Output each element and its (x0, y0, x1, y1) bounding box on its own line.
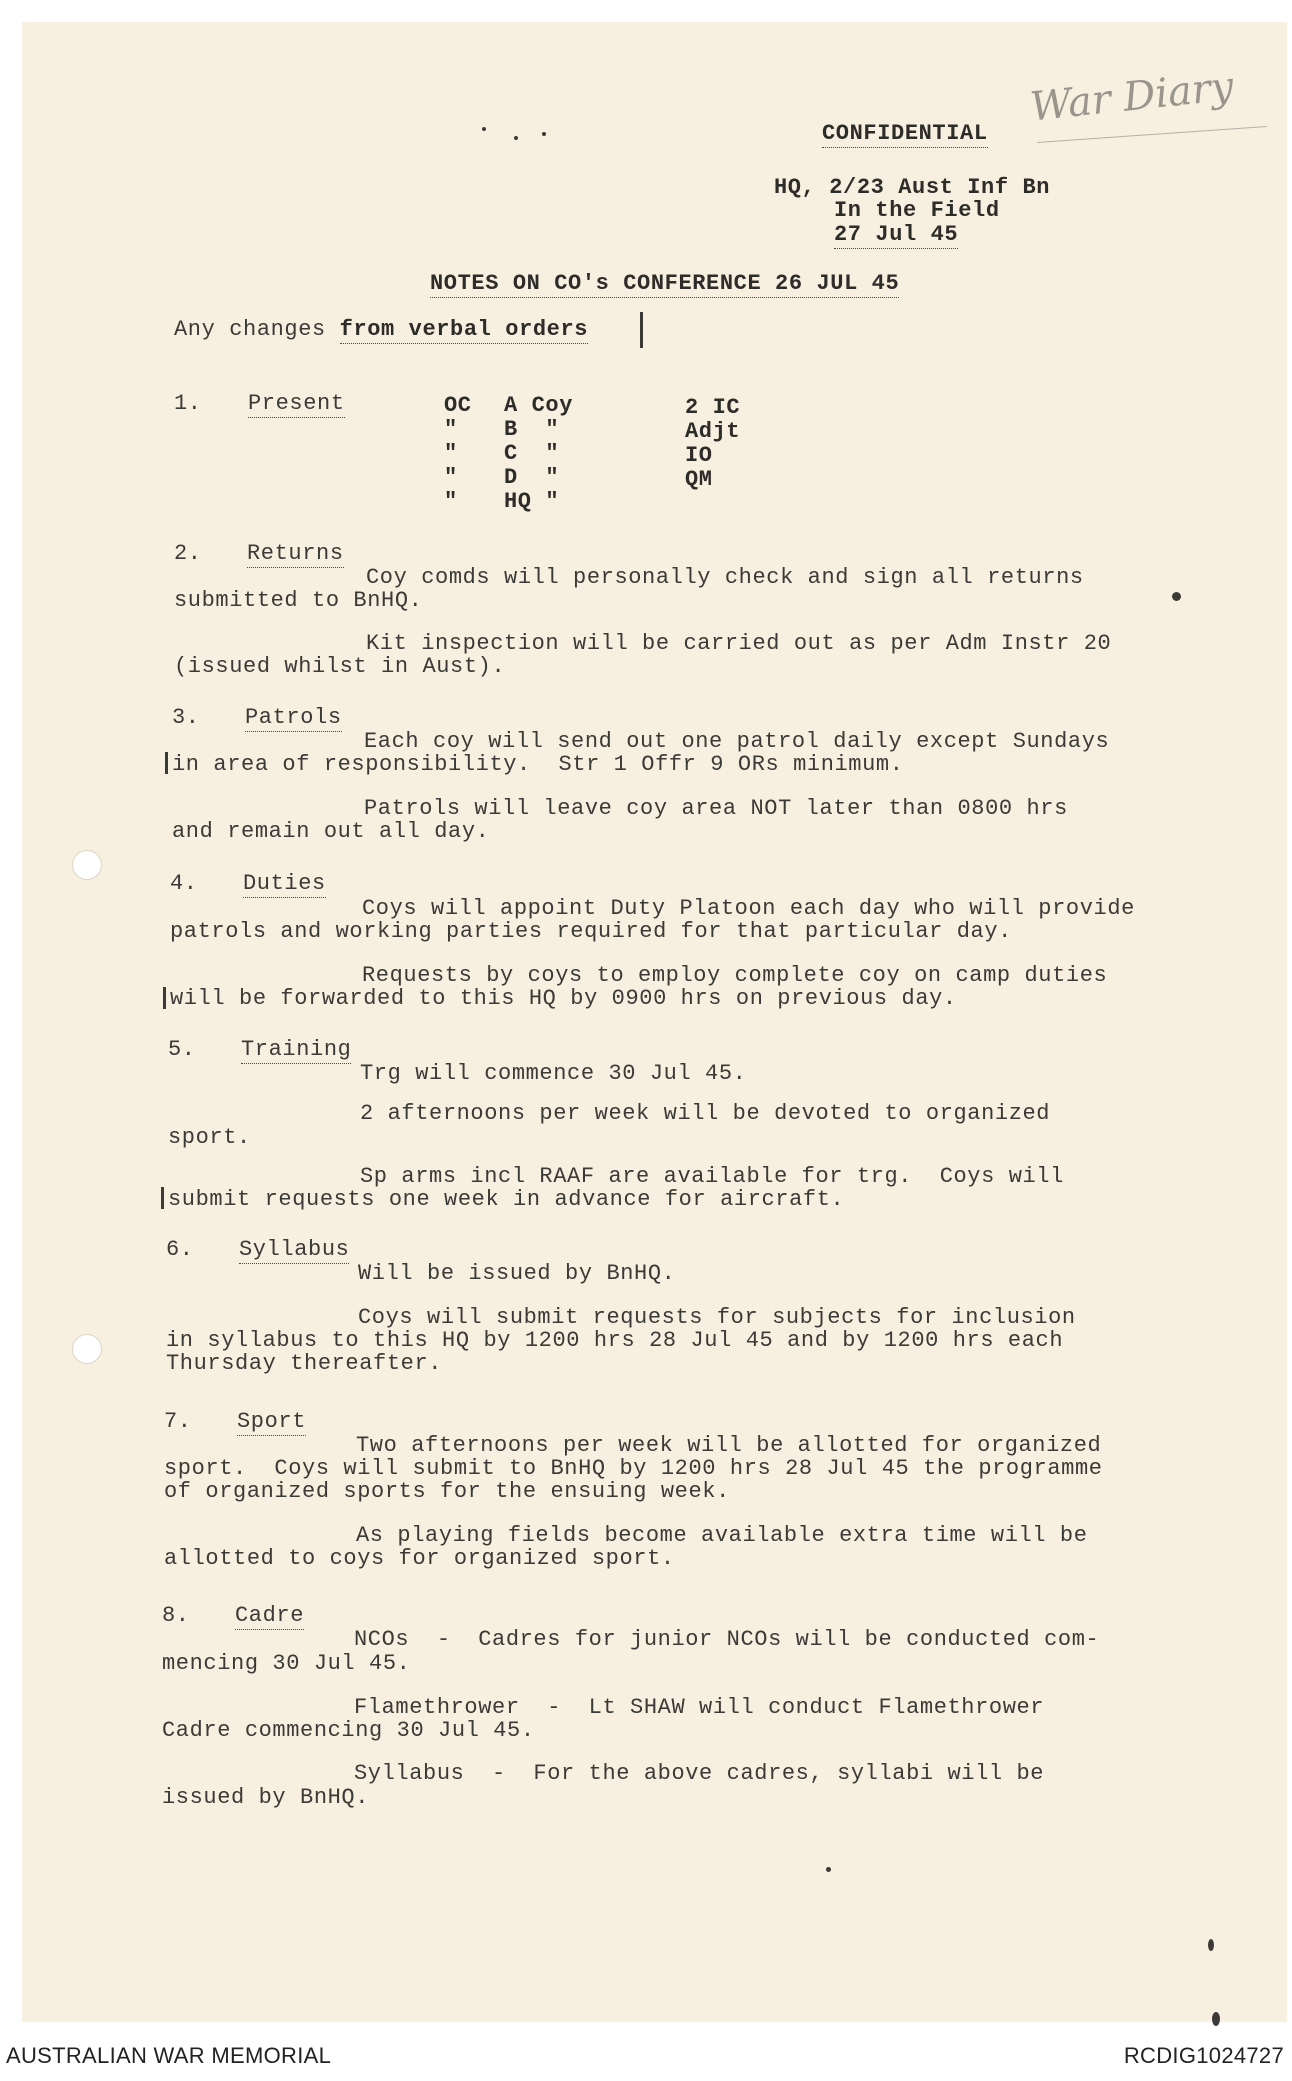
patrols-line-1: in area of responsibility. Str 1 Offr 9 ORs minimum. (172, 752, 904, 777)
present-col1-4: " (444, 489, 458, 514)
present-col2-2: C " (504, 441, 560, 466)
margin-mark (161, 1187, 164, 1209)
cadre-line-5: issued by BnHQ. (162, 1785, 370, 1810)
training-number: 5. (168, 1037, 196, 1062)
sport-line-3: As playing fields become available extra time will be (356, 1523, 1088, 1548)
changes-underlined: from verbal orders (339, 317, 589, 342)
footer-archive: AUSTRALIAN WAR MEMORIAL (6, 2043, 332, 2068)
present-col2-1: B " (504, 417, 560, 442)
ink-speck (1212, 2012, 1220, 2026)
present-col3-1: Adjt (685, 419, 741, 444)
returns-heading: Returns (247, 541, 344, 566)
training-line-2: sport. (168, 1125, 251, 1150)
location-line: In the Field (834, 198, 1000, 223)
training-line-3: Sp arms incl RAAF are available for trg. Coys will (360, 1164, 1064, 1189)
duties-line-0: Coys will appoint Duty Platoon each day who will provide (362, 896, 1135, 921)
present-col1-0: OC (444, 393, 472, 418)
cadre-line-1: mencing 30 Jul 45. (162, 1651, 411, 1676)
present-col3-2: IO (685, 443, 713, 468)
training-line-4: submit requests one week in advance for aircraft. (168, 1187, 845, 1212)
present-col2-4: HQ " (504, 489, 560, 514)
ink-speck (1208, 1939, 1214, 1951)
changes-prefix: Any changes (174, 317, 340, 342)
present-col1-2: " (444, 441, 458, 466)
present-col1-1: " (444, 417, 458, 442)
training-line-1: 2 afternoons per week will be devoted to organized (360, 1101, 1051, 1126)
returns-line-0: Coy comds will personally check and sign all returns (366, 565, 1084, 590)
present-number: 1. (174, 391, 202, 416)
punch-hole (72, 1334, 102, 1364)
syllabus-heading: Syllabus (239, 1237, 350, 1262)
duties-heading: Duties (243, 871, 326, 896)
margin-bracket (640, 312, 643, 348)
ink-speck (542, 132, 546, 136)
syllabus-line-2: in syllabus to this HQ by 1200 hrs 28 Jul 45 and by 1200 hrs each (166, 1328, 1064, 1353)
patrols-line-2: Patrols will leave coy area NOT later than 0800 hrs (364, 796, 1068, 821)
training-line-0: Trg will commence 30 Jul 45. (360, 1061, 747, 1086)
document-title: NOTES ON CO's CONFERENCE 26 JUL 45 (430, 271, 900, 296)
ink-speck (826, 1867, 831, 1872)
sport-line-2: of organized sports for the ensuing week. (164, 1479, 730, 1504)
changes-line (174, 318, 588, 342)
date-line: 27 Jul 45 (834, 222, 959, 247)
footer-record-id: RCDIG1024727 (1123, 2043, 1284, 2068)
sport-number: 7. (164, 1409, 192, 1434)
cadre-line-0: NCOs - Cadres for junior NCOs will be conducted com- (354, 1627, 1100, 1652)
patrols-heading: Patrols (245, 705, 342, 730)
duties-line-3: will be forwarded to this HQ by 0900 hrs on previous day. (170, 986, 957, 1011)
sport-line-4: allotted to coys for organized sport. (164, 1546, 675, 1571)
duties-line-2: Requests by coys to employ complete coy on camp duties (362, 963, 1108, 988)
present-col3-0: 2 IC (685, 395, 741, 420)
present-col2-3: D " (504, 465, 560, 490)
cadre-number: 8. (162, 1603, 190, 1628)
patrols-line-0: Each coy will send out one patrol daily except Sundays (364, 729, 1110, 754)
syllabus-number: 6. (166, 1237, 194, 1262)
present-col2-0: A Coy (504, 393, 574, 418)
returns-line-2: Kit inspection will be carried out as per Adm Instr 20 (366, 631, 1112, 656)
duties-number: 4. (170, 871, 198, 896)
returns-number: 2. (174, 541, 202, 566)
returns-line-3: (issued whilst in Aust). (174, 654, 506, 679)
margin-mark (165, 752, 168, 774)
patrols-number: 3. (172, 705, 200, 730)
ink-speck (514, 136, 518, 140)
margin-mark (163, 987, 166, 1009)
syllabus-line-0: Will be issued by BnHQ. (358, 1261, 676, 1286)
cadre-heading: Cadre (235, 1603, 305, 1628)
syllabus-line-1: Coys will submit requests for subjects for inclusion (358, 1305, 1076, 1330)
document-page (22, 22, 1287, 2022)
classification-stamp: CONFIDENTIAL (822, 121, 988, 146)
handwritten-annotation: War Diary (1028, 63, 1236, 131)
present-col3-3: QM (685, 467, 713, 492)
ink-speck (1172, 592, 1181, 601)
syllabus-line-3: Thursday thereafter. (166, 1351, 443, 1376)
patrols-line-3: and remain out all day. (172, 819, 490, 844)
annotation-underline (1037, 126, 1267, 143)
cadre-line-2: Flamethrower - Lt SHAW will conduct Flamethrower (354, 1695, 1045, 1720)
returns-line-1: submitted to BnHQ. (174, 588, 423, 613)
punch-hole (72, 850, 102, 880)
cadre-line-3: Cadre commencing 30 Jul 45. (162, 1718, 535, 1743)
cadre-line-4: Syllabus - For the above cadres, syllabi will be (354, 1761, 1045, 1786)
present-col1-3: " (444, 465, 458, 490)
sport-heading: Sport (237, 1409, 307, 1434)
sport-line-1: sport. Coys will submit to BnHQ by 1200 hrs 28 Jul 45 the programme (164, 1456, 1103, 1481)
sport-line-0: Two afternoons per week will be allotted for organized (356, 1433, 1102, 1458)
unit-line: HQ, 2/23 Aust Inf Bn (774, 175, 1051, 200)
training-heading: Training (241, 1037, 352, 1062)
duties-line-1: patrols and working parties required for that particular day. (170, 919, 1012, 944)
present-heading: Present (248, 391, 345, 416)
ink-speck (482, 127, 486, 131)
